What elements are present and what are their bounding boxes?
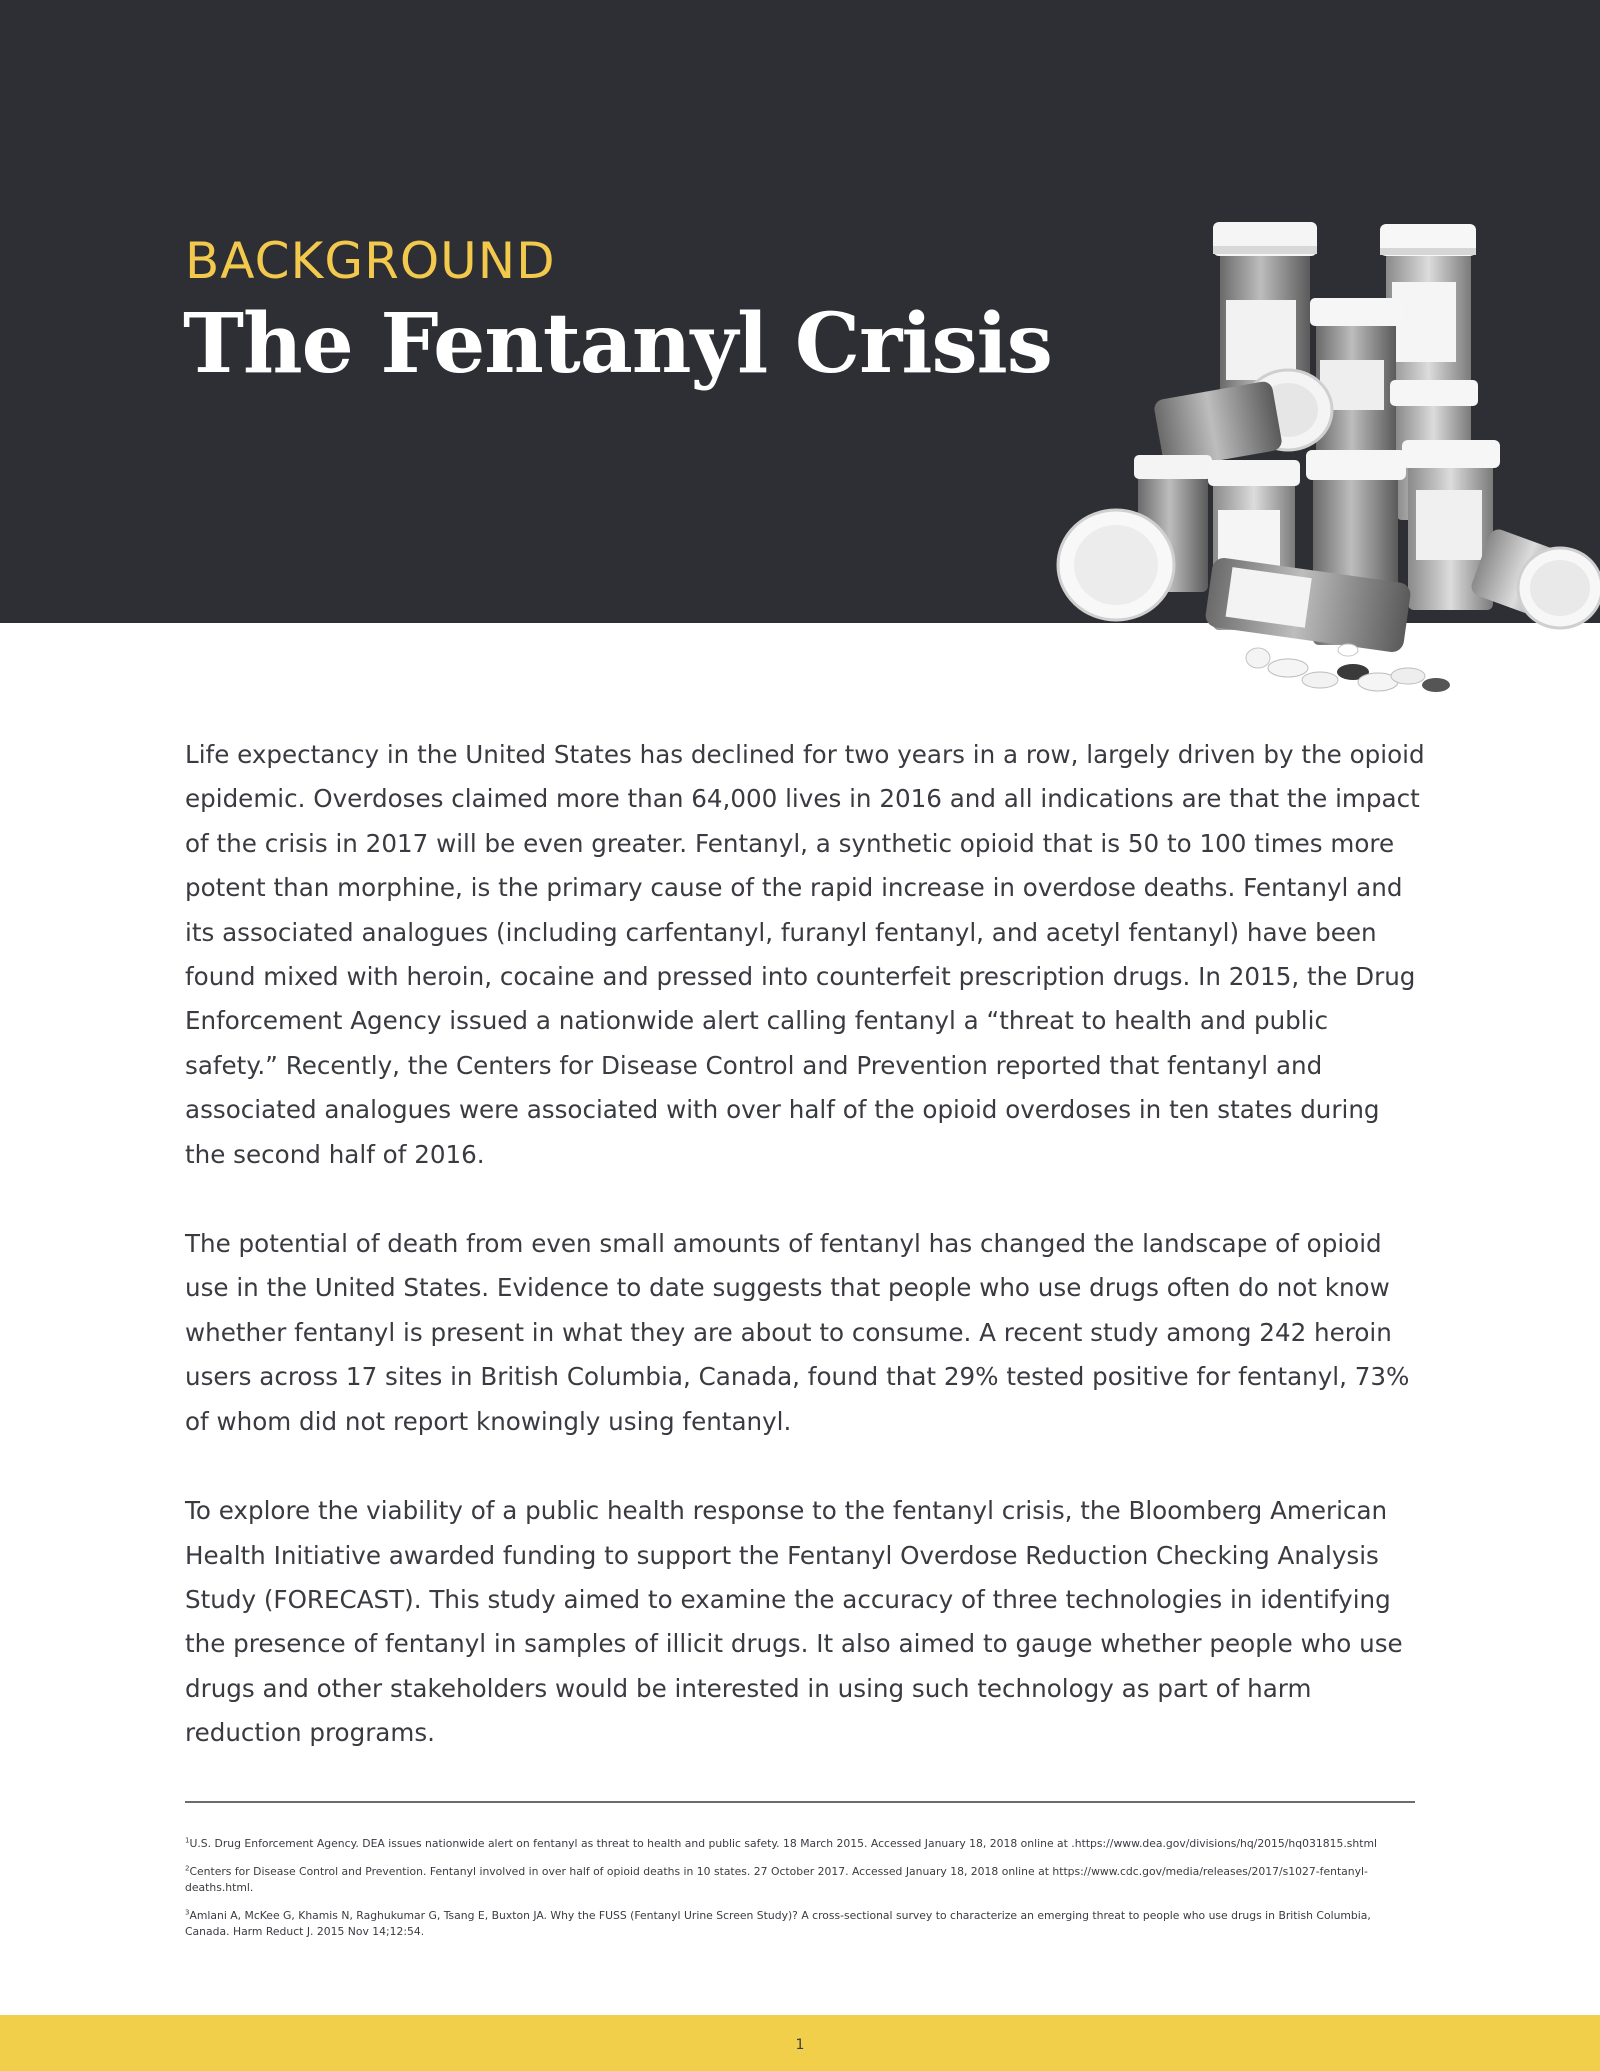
- page-number: 1: [795, 2037, 805, 2053]
- paragraph-1: Life expectancy in the United States has declined for two years in a row, largely driven by the opioid epidemic. Overdoses claimed more than 64,000 lives in 2016 and all indications are that the impact of the crisis in 2017 will be even greater. Fentanyl, a synthetic opioid that is 50 to 100 times more potent than morphine, is the primary cause of the rapid increase in overdose deaths. Fentanyl and its associated analogues (including carfentanyl, furanyl fentanyl, and acetyl fentanyl) have been found mixed with heroin, cocaine and pressed into counterfeit prescription drugs. In 2015, the Drug Enforcement Agency issued a nationwide alert calling fentanyl a “threat to health and public safety.” Recently, the Centers for Disease Control and Prevention reported that fentanyl and associated analogues were associated with over half of the opioid overdoses in ten states during the second half of 2016.: [185, 740, 1425, 1169]
- paragraph-3: To explore the viability of a public health response to the fentanyl crisis, the Bloomberg American Health Initiative awarded funding to support the Fentanyl Overdose Reduction Checking Analysis Study (FORECAST). This study aimed to examine the accuracy of three technologies in identifying the presence of fentanyl in samples of illicit drugs. It also aimed to gauge whether people who use drugs and other stakeholders would be interested in using such technology as part of harm reduction programs.: [185, 1496, 1403, 1748]
- body-text: [185, 733, 1425, 1801]
- paragraph-2: The potential of death from even small amounts of fentanyl has changed the landscape of opioid use in the United States. Evidence to date suggests that people who use drugs often do not know whether fentanyl is present in what they are about to consume. A recent study among 242 heroin users across 17 sites in British Columbia, Canada, found that 29% tested positive for fentanyl, 73% of whom did not report knowingly using fentanyl.: [185, 1229, 1410, 1436]
- footnote-divider: [185, 1801, 1415, 1803]
- footnote-3: $^3$Amlani A, McKee G, Khamis N, Raghukumar G, Tsang E, Buxton JA. Why the FUSS (Fentanyl Urine Screen Study)? A cross-sectional survey to characterize an emerging threat to people who use drugs in British Columbia, Canada. Harm Reduct J. 2015 Nov 14;12:54.: [185, 1908, 1371, 1938]
- footnotes: [185, 1836, 1417, 1952]
- section-kicker: BACKGROUND: [185, 232, 556, 290]
- page-title: The Fentanyl Crisis: [183, 296, 1052, 392]
- footnote-2: $^2$Centers for Disease Control and Prevention. Fentanyl involved in over half of opioid deaths in 10 states. 27 October 2017. Accessed January 18, 2018 online at https://www.cdc.gov/media/releases/2017/s1027-fentanyl-deaths.html.: [185, 1864, 1368, 1894]
- pill-bottles-image: [1048, 210, 1600, 710]
- footnote-1: $^1$U.S. Drug Enforcement Agency. DEA issues nationwide alert on fentanyl as threat to health and public safety. 18 March 2015. Accessed January 18, 2018 online at .https://www.dea.gov/divisions/hq/2015/hq031815.shtml: [185, 1836, 1377, 1850]
